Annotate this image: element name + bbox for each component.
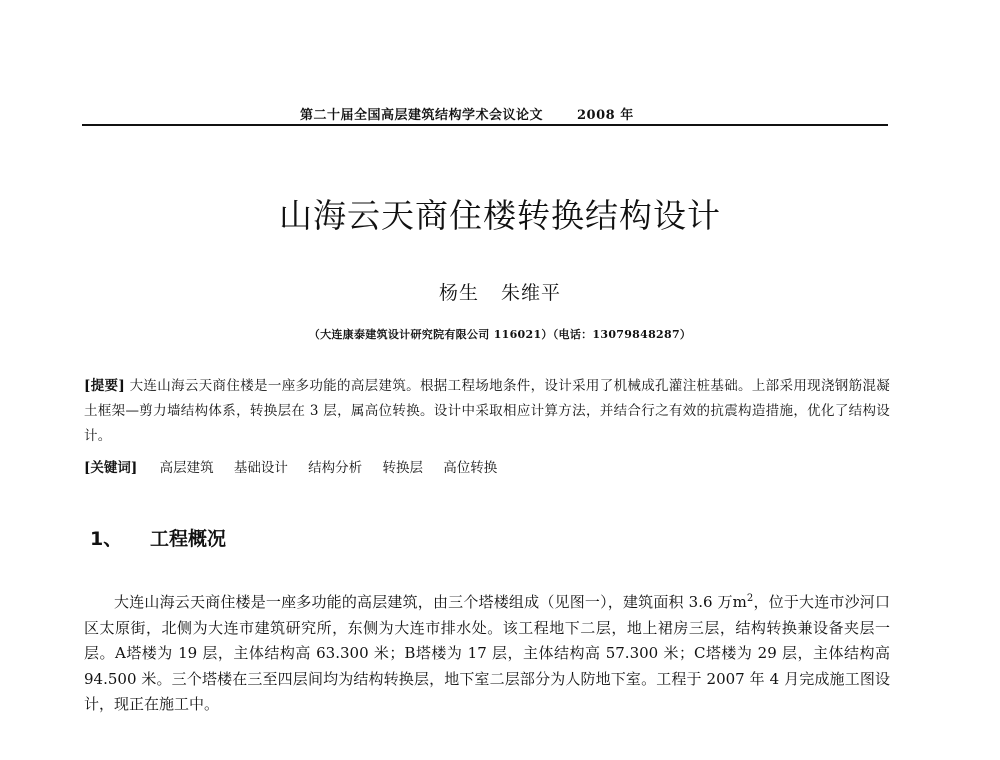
author-affiliation: （大连康泰建筑设计研究院有限公司 116021）（电话：13079848287） <box>308 328 692 341</box>
running-header <box>300 104 634 123</box>
keywords <box>84 456 890 481</box>
abstract <box>84 374 890 449</box>
abstract-label: [提要] <box>84 378 125 394</box>
abstract-text: 大连山海云天商住楼是一座多功能的高层建筑。根据工程场地条件，设计采用了机械成孔灌注桩基础。上部采用现浇钢筋混凝土框架—剪力墙结构体系，转换层在 3 层，属高位转换。设计中采取相应计算方法，并结合行之有效的抗震构造措施，优化了结构设计。 <box>84 378 890 444</box>
paragraph-text: ，位于大连市沙河口区太原街，北侧为大连市建筑研究所，东侧为大连市排水处。该工程地下二层，地上裙房三层，结构转换兼设备夹层一层。A塔楼为 19 层，主体结构高 63.300 米；B塔楼为 17 层，主体结构高 57.300 米；C塔楼为 29 层，主体结构高 94.500 米。三个塔楼在三至四层间均为结构转换层，地下室二层部分为人防地下室。工程于 2007 年 4 月完成施工图设计，现正在施工中。 <box>84 593 890 713</box>
author-name: 杨生 <box>438 282 479 304</box>
superscript: 2 <box>746 593 754 604</box>
keywords-label: [关键词] <box>84 460 138 476</box>
author-list <box>0 278 1000 305</box>
keyword: 高位转换 <box>443 460 498 476</box>
conference-name: 第二十届全国高层建筑结构学术会议论文 <box>300 108 544 123</box>
author-name: 朱维平 <box>501 282 562 304</box>
section-heading <box>90 524 226 551</box>
paragraph-text: 大连山海云天商住楼是一座多功能的高层建筑，由三个塔楼组成（见图一），建筑面积 3.6 万m <box>114 593 747 611</box>
header-rule <box>82 124 888 126</box>
keyword: 基础设计 <box>233 460 288 476</box>
section-number: 1、 <box>90 528 123 550</box>
conference-year: 2008 年 <box>577 108 634 123</box>
keyword: 结构分析 <box>308 460 363 476</box>
section-paragraph <box>84 590 890 718</box>
keyword: 高层建筑 <box>159 460 214 476</box>
keyword: 转换层 <box>382 460 423 476</box>
section-title: 工程概况 <box>150 528 227 550</box>
paper-title: 山海云天商住楼转换结构设计 <box>279 196 721 235</box>
